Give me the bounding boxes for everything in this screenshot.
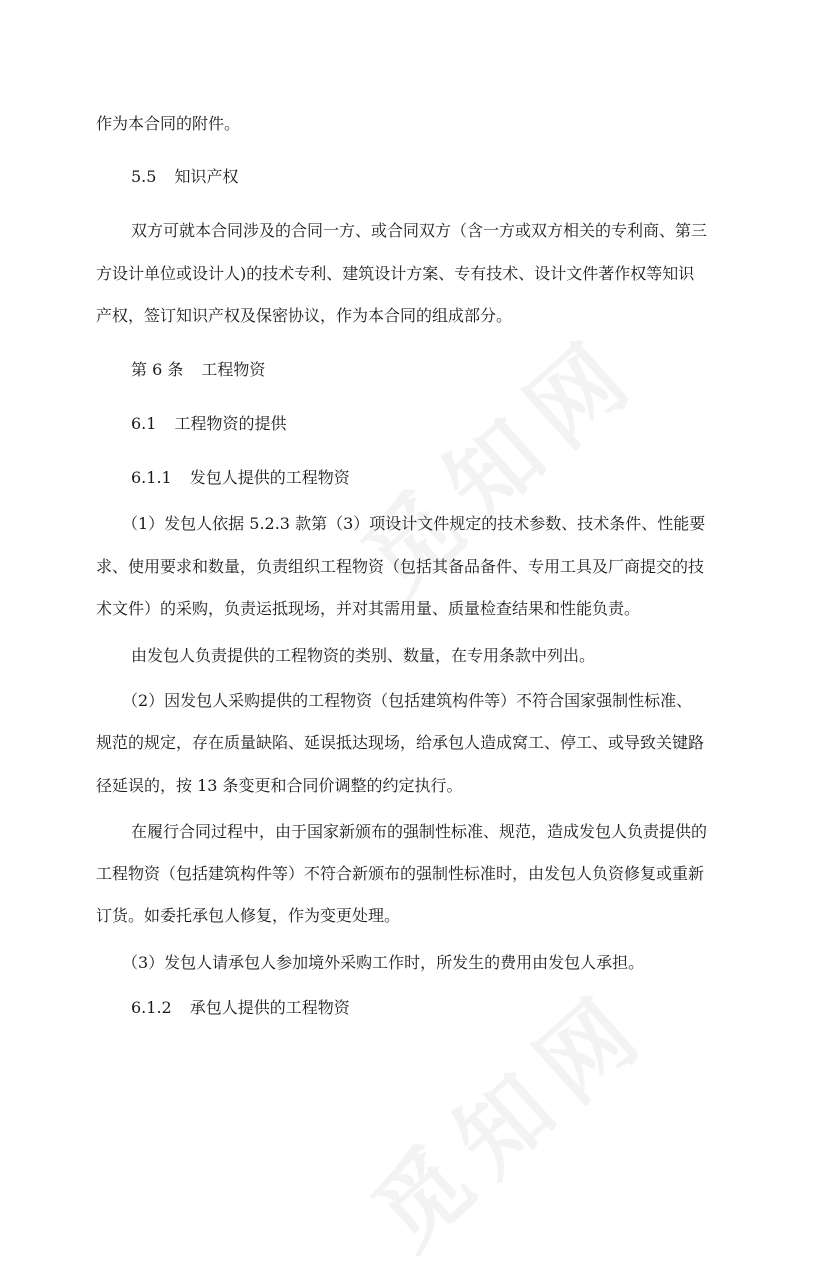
section-heading-6-1: [131, 414, 286, 434]
paragraph-line: 在履行合同过程中，由于国家新颁布的强制性标准、规范，造成发包人负责提供的: [131, 822, 708, 841]
paragraph-line: （3）发包人请承包人参加境外采购工作时，所发生的费用由发包人承担。: [122, 953, 645, 972]
subsection-heading-6-1-1: [131, 468, 350, 488]
section-number: 6.1.1: [131, 468, 172, 487]
paragraph-line: 径延误的，按 13 条变更和合同价调整的约定执行。: [96, 776, 463, 795]
section-number: 5.5: [131, 167, 157, 186]
paragraph-line: 订货。如委托承包人修复，作为变更处理。: [96, 906, 401, 925]
section-number: 6.1.2: [131, 998, 172, 1017]
section-title: 发包人提供的工程物资: [189, 468, 350, 487]
article-number: 第 6 条: [131, 360, 184, 379]
subsection-heading-6-1-2: [131, 998, 350, 1018]
paragraph-line: 双方可就本合同涉及的合同一方、或合同双方（含一方或双方相关的专利商、第三: [131, 221, 708, 240]
paragraph-line: 求、使用要求和数量，负责组织工程物资（包括其备品备件、专用工具及厂商提交的技: [96, 557, 705, 576]
paragraph-line: （1）发包人依据 5.2.3 款第（3）项设计文件规定的技术参数、技术条件、性能要: [122, 514, 706, 533]
section-number: 6.1: [131, 414, 157, 433]
paragraph-line: 方设计单位或设计人)的技术专利、建筑设计方案、专有技术、设计文件著作权等知识: [96, 264, 695, 283]
section-heading-5-5: [131, 167, 238, 187]
section-title: 承包人提供的工程物资: [189, 998, 350, 1017]
section-title: 知识产权: [174, 167, 239, 186]
paragraph-line: 工程物资（包括建筑构件等）不符合新颁布的强制性标准时，由发包人负资修复或重新: [96, 864, 705, 883]
section-title: 工程物资的提供: [174, 414, 287, 433]
paragraph-line: 术文件）的采购，负责运抵现场，并对其需用量、质量检查结果和性能负责。: [96, 599, 641, 618]
paragraph-line: （2）因发包人采购提供的工程物资（包括建筑构件等）不符合国家强制性标准、: [122, 691, 693, 710]
paragraph-line: 由发包人负责提供的工程物资的类别、数量，在专用条款中列出。: [131, 646, 596, 665]
paragraph-line: 规范的规定，存在质量缺陷、延误抵达现场，给承包人造成窝工、停工、或导致关键路: [96, 733, 705, 752]
watermark: [340, 954, 674, 1273]
article-title: 工程物资: [201, 360, 266, 379]
paragraph-line: 作为本合同的附件。: [96, 114, 241, 133]
paragraph-line: 产权，签订知识产权及保密协议，作为本合同的组成部分。: [96, 306, 513, 325]
article-heading-6: [131, 360, 265, 380]
